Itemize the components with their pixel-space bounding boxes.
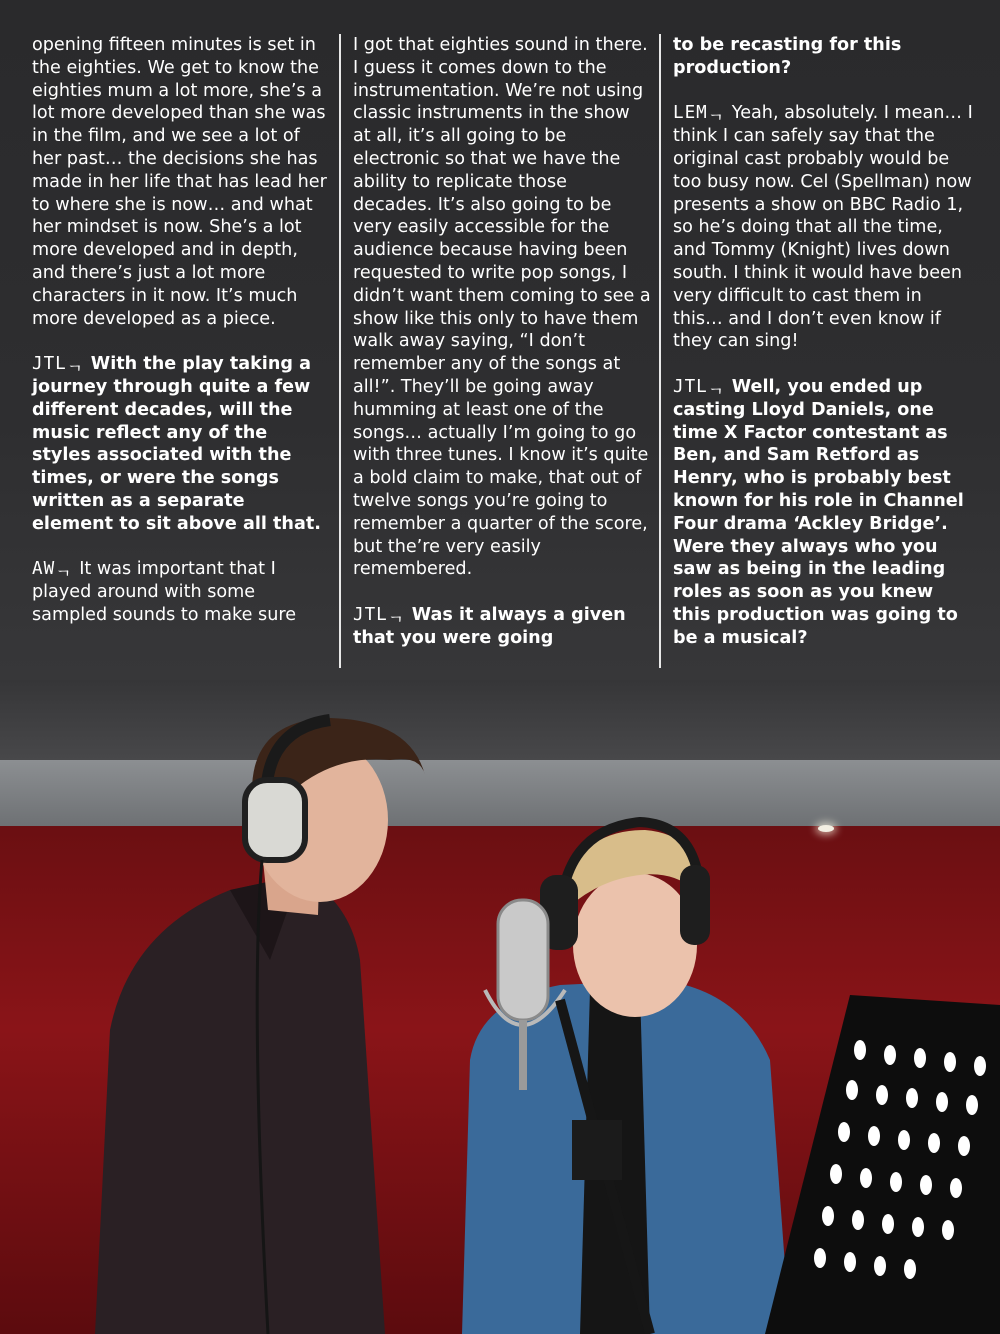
text-column-3 <box>673 34 973 672</box>
speaker-tag: LEMᆨ <box>673 103 726 124</box>
question-paragraph: JTLᆨ With the play taking a journey through quite a few different decades, will the music reflect any of the styles associated with the times, or were the songs written as a separate element to sit above all that. <box>32 354 321 534</box>
music-stand <box>765 995 1000 1334</box>
text-column-1 <box>32 34 330 650</box>
column-divider <box>339 34 341 668</box>
question-paragraph: JTLᆨ Was it always a given that you were going <box>353 604 626 648</box>
microphone-icon <box>498 900 548 1020</box>
left-singer-shirt <box>95 875 385 1334</box>
text-column-2 <box>353 34 651 672</box>
paragraph: opening fifteen minutes is set in the eighties. We get to know the eighties mum a lot more, she’s a lot more developed than she was in the film, and we see a lot of her past… the decisions she has made in her life that has lead her to where she is now… and what her mindset is now. She’s a lot more developed and in depth, and there’s just a lot more characters in it now. It’s much more developed as a piece. <box>32 35 327 329</box>
speaker-tag: JTLᆨ <box>32 354 85 375</box>
paragraph: I got that eighties sound in there. I guess it comes down to the instrumentation. We’re not using classic instruments in the show at all, it’s all going to be electronic so that we have the ability to replicate those decades. It’s also going to be very easily accessible for the audience because having been requested to write pop songs, I didn’t want them coming to see a show like this only to have them walk away saying, “I don’t remember any of the songs at all!”. They’ll be going away humming at least one of the songs… actually I’m going to go with three tunes. I know it’s quite a bold claim to make, that out of twelve songs you’re going to remember a quarter of the score, but the’re very easily remembered. <box>353 35 651 580</box>
answer-paragraph: LEMᆨ Yeah, absolutely. I mean… I think I can safely say that the original cast probably would be too busy now. Cel (Spellman) now presents a show on BBC Radio 1, so he’s doing that all the time, and Tommy (Knight) lives down south. I think it would have been very difficult to cast them in this… and I don’t even know if they can sing! <box>673 103 973 352</box>
question-paragraph: JTLᆨ Well, you ended up casting Lloyd Daniels, one time X Factor contestant as Ben, and Sam Retford as Henry, who is probably best known for his role in Channel Four drama ‘Ackley Bridge’. Were they always who you saw as being in the leading roles as soon as you knew this production was going to be a musical? <box>673 376 964 648</box>
recording-studio-photo <box>0 700 1000 1334</box>
speaker-tag: AWᆨ <box>32 559 74 580</box>
speaker-tag: JTLᆨ <box>673 376 726 397</box>
speaker-tag: JTLᆨ <box>353 604 406 625</box>
headphones-icon <box>245 780 305 860</box>
right-singer-face <box>573 873 697 1017</box>
answer-paragraph: AWᆨ It was important that I played around with some sampled sounds to make sure <box>32 559 297 625</box>
column-divider <box>659 34 661 668</box>
question-paragraph: to be recasting for this production? <box>673 35 902 78</box>
